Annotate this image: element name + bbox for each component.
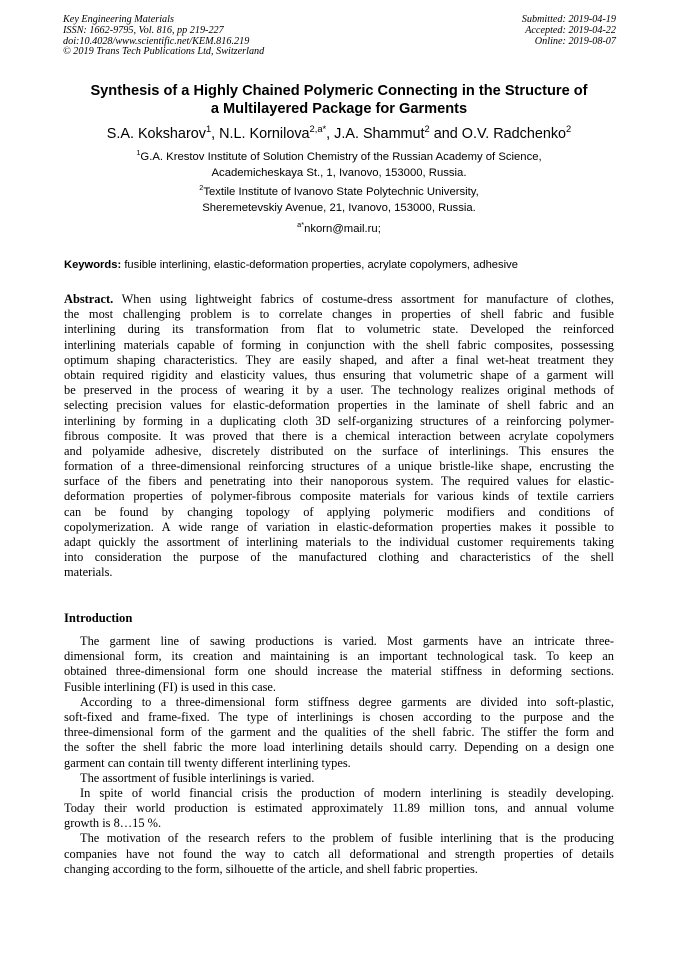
issn-line: ISSN: 1662-9795, Vol. 816, pp 219-227 xyxy=(63,24,224,36)
author-name: S.A. Koksharov xyxy=(106,126,206,142)
affiliation-text: Textile Institute of Ivanovo State Polytechnic University, xyxy=(203,186,479,198)
abstract-line: interlining during its transformation from flat to volumetric state. Developed the reinforced xyxy=(64,322,614,337)
intro-line: dimensional form, its creation and maintaining is an important technological task. To keep an xyxy=(64,649,614,664)
journal-name: Key Engineering Materials xyxy=(63,14,174,25)
intro-line: companies have not found the way to catch all deformational and strength properties of details xyxy=(64,846,614,861)
abstract-line: selecting precision values for elastic-deformation properties in the laminate of shell fabric and an xyxy=(64,398,614,413)
abstract-line: interlining by forming in a duplicating cloth 3D self-organizing structures of a reinforcing polymer- xyxy=(64,413,614,428)
author-affiliation-marker: 1 xyxy=(205,124,212,135)
abstract-line: can be found by changing topology of applying polymeric modifiers and conditions of xyxy=(64,504,614,519)
abstract-line: the most challenging problem is to correlate changes in properties of shell fabric and fusible xyxy=(64,307,614,322)
abstract-line: interlining materials capable of forming in conjunction with the shell fabric composites, possessing xyxy=(64,337,614,352)
corresponding-email xyxy=(60,222,618,236)
abstract xyxy=(64,292,614,581)
section-heading-introduction: Introduction xyxy=(64,611,133,625)
abstract-line: Abstract. When using lightweight fabrics of costume-dress assortment for manufacture of clothes, xyxy=(64,292,614,306)
intro-line: The motivation of the research refers to the problem of fusible interlining that is the producing xyxy=(80,831,614,846)
abstract-line: into consideration the purpose of the manufactured clothing and characteristics of the shell xyxy=(64,550,614,565)
author-name: O.V. Radchenko xyxy=(461,126,567,142)
intro-line: Fusible interlining (FI) is used in this case. xyxy=(64,679,276,694)
introduction-body xyxy=(64,634,614,877)
abstract-line: obtain required rigidity and elasticity values, thus ensuring that volumetric shape of a garment will xyxy=(64,367,614,382)
doi-line: doi:10.4028/www.scientific.net/KEM.816.219 xyxy=(63,35,250,47)
submitted-date: Submitted: 2019-04-19 xyxy=(521,14,616,25)
dates-header xyxy=(522,15,616,47)
abstract-line: optimum shaping characteristics. They are easily shaped, and after a final wet-heat treatment they xyxy=(64,352,614,367)
intro-line: obtained three-dimensional form one should increase the material stiffness in deforming sections. xyxy=(64,664,614,679)
author-affiliation-marker: 2,a* xyxy=(309,124,327,135)
abstract-label: Abstract. xyxy=(64,292,114,306)
keywords-label: Keywords: xyxy=(64,259,122,271)
intro-line: soft-fixed and frame-fixed. The type of interlinings is chosen according to the purpose and the xyxy=(64,709,614,724)
keywords xyxy=(64,258,624,272)
accepted-date: Accepted: 2019-04-22 xyxy=(525,24,616,36)
affiliation-text: Academicheskaya St., 1, Ivanovo, 153000, Russia. xyxy=(211,166,467,179)
journal-header xyxy=(63,15,264,58)
keywords-text: fusible interlining, elastic-deformation properties, acrylate copolymers, adhesive xyxy=(124,259,518,271)
affiliation-2 xyxy=(60,185,618,216)
abstract-line: adapt quickly the assortment of interlining materials to the individual customer requirements taking xyxy=(64,535,614,549)
author-name: N.L. Kornilova xyxy=(219,126,310,142)
affiliation-text: G.A. Krestov Institute of Solution Chemistry of the Russian Academy of Science, xyxy=(140,151,542,163)
abstract-line: fibrous composite. It was proved that there is a chemical interaction between acrylate copolymers xyxy=(64,428,614,443)
paper-title xyxy=(60,82,618,118)
affiliation-1 xyxy=(60,150,618,181)
author-list: S.A. Koksharov$^1$, N.L. Kornilova$^{2,a*}$, J.A. Shammut$^2$ and O.V. Radchenko$^2$ xyxy=(106,124,572,142)
intro-line: According to a three-dimensional form stiffness degree garments are divided into soft-plastic, xyxy=(80,694,614,709)
affiliation-text: Sheremetevskiy Avenue, 21, Ivanovo, 153000, Russia. xyxy=(202,201,476,214)
copyright-line: © 2019 Trans Tech Publications Ltd, Switzerland xyxy=(63,46,265,58)
abstract-line: surface of the fibers and penetrating into their nanoporous system. The required values for elastic- xyxy=(64,474,614,489)
intro-line: garment can contain till twenty different interlining types. xyxy=(64,755,351,770)
intro-line: The assortment of fusible interlinings is varied. xyxy=(80,770,315,785)
online-date: Online: 2019-08-07 xyxy=(534,35,616,47)
abstract-line: materials. xyxy=(64,565,113,580)
intro-line: The garment line of sawing productions is varied. Most garments have an intricate three- xyxy=(80,634,614,648)
email-marker: a* xyxy=(297,220,305,230)
intro-line: growth is 8…15 %. xyxy=(64,816,162,831)
affiliation-marker: 1 xyxy=(136,148,141,158)
abstract-line: formation of a three-dimensional reinforcing structures of a unique bristle-like shape, encrusting the xyxy=(64,459,614,474)
author-conjunction: and xyxy=(433,126,458,142)
intro-line: Today their world production is estimated approximately 11.89 million tons, and annual volume xyxy=(64,801,614,816)
author-name: J.A. Shammut xyxy=(334,126,425,142)
email-address: nkorn@mail.ru; xyxy=(304,223,381,235)
intro-line: the softer the shell fabric the more load interlining details should carry. Depending on a design one xyxy=(64,740,614,755)
intro-line: In spite of world financial crisis the production of modern interlining is steadily developing. xyxy=(80,785,614,800)
intro-line: three-dimensional form of the garment and the qualities of the shell fabric. The stiffer the form and xyxy=(64,725,614,740)
affiliation-marker: 2 xyxy=(199,183,204,193)
author-affiliation-marker: 2 xyxy=(424,124,430,135)
title-line: a Multilayered Package for Garments xyxy=(210,101,468,117)
abstract-line: be preserved in the process of wearing it by a user. The technology realizes original methods of xyxy=(64,383,614,398)
intro-line: changing according to the form, silhouette of the article, and shell fabric properties. xyxy=(64,861,478,876)
abstract-line: and polyamide adhesive, discretely distributed on the surface of interlinings. This ensures the xyxy=(64,443,614,458)
author-affiliation-marker: 2 xyxy=(566,124,572,135)
abstract-line: deformation properties of polymer-fibrous composite materials for various kinds of textile carriers xyxy=(64,489,614,504)
abstract-line: copolymerization. A wide range of variation in elastic-deformation properties makes it possible to xyxy=(64,519,614,534)
title-line: Synthesis of a Highly Chained Polymeric Connecting in the Structure of xyxy=(90,83,588,99)
